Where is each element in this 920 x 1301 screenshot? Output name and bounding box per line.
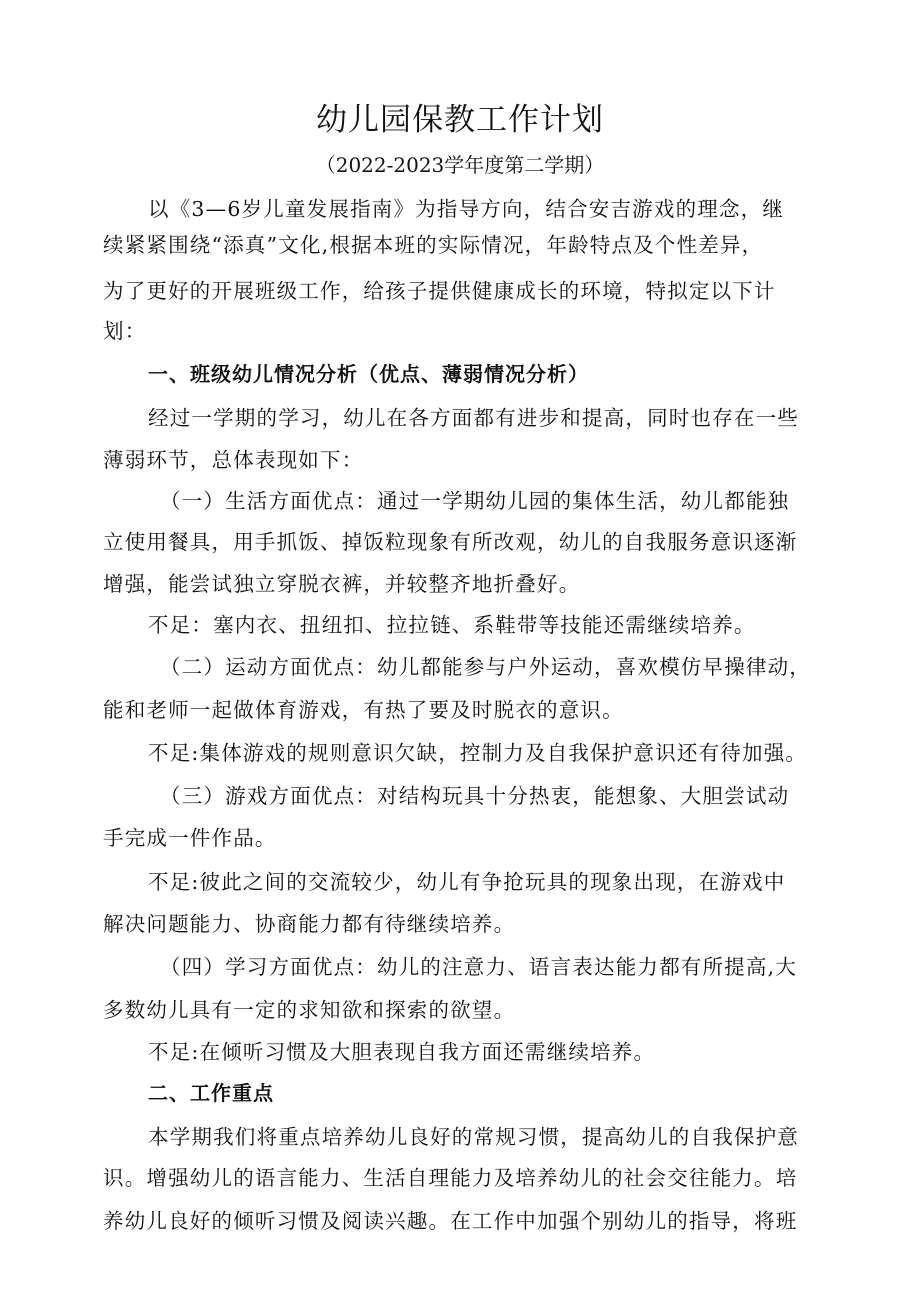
paragraph-line: 识。增强幼儿的语言能力、生活自理能力及培养幼儿的社会交往能力。培 [103,1166,798,1190]
intro-line: 续紧紧围绕“添真”文化,根据本班的实际情况，年龄特点及个性差异， [103,233,764,257]
paragraph-line: 不足：塞内衣、扭纽扣、拉拉链、系鞋带等技能还需继续培养。 [148,613,756,637]
document-subtitle: （2022-2023学年度第二学期） [315,153,605,177]
paragraph-line: 能和老师一起做体育游戏，有热了要及时脱衣的意识。 [103,698,624,722]
paragraph-line: 多数幼儿具有一定的求知欲和探索的欲望。 [103,998,516,1022]
section-heading: 一、班级幼儿情况分析（优点、薄弱情况分析） [148,362,589,386]
paragraph-line: 增强，能尝试独立穿脱衣裤，并较整齐地折叠好。 [103,572,581,596]
paragraph-line: 经过一学期的学习，幼儿在各方面都有进步和提高，同时也存在一些 [148,406,799,430]
paragraph-line: 本学期我们将重点培养幼儿良好的常规习惯，提高幼儿的自我保护意 [148,1125,799,1149]
paragraph-line: 不足:集体游戏的规则意识欠缺，控制力及自我保护意识还有待加强。 [148,741,808,765]
paragraph-line: 立使用餐具，用手抓饭、掉饭粒现象有所改观，幼儿的自我服务意识逐渐 [103,530,798,554]
section-heading: 二、工作重点 [148,1081,274,1105]
paragraph-line: （四）学习方面优点：幼儿的注意力、语言表达能力都有所提高,大 [160,955,798,979]
intro-line: 以《3—6岁儿童发展指南》为指导方向，结合安吉游戏的理念，继 [148,197,785,221]
paragraph-line: 手完成一件作品。 [103,826,277,850]
paragraph-line: （一）生活方面优点：通过一学期幼儿园的集体生活，幼儿都能独 [160,489,790,513]
document-title: 幼儿园保教工作计划 [316,102,604,138]
paragraph-line: 解决问题能力、协商能力都有待继续培养。 [103,912,516,936]
intro-line: 为了更好的开展班级工作，给孩子提供健康成长的环境，特拟定以下计 [103,279,776,303]
paragraph-line: （三）游戏方面优点：对结构玩具十分热衷，能想象、大胆尝试动 [160,784,790,808]
intro-line: 划： [103,319,147,343]
paragraph-line: 不足:彼此之间的交流较少，幼儿有争抢玩具的现象出现，在游戏中 [148,870,786,894]
paragraph-line: 养幼儿良好的倾听习惯及阅读兴趣。在工作中加强个别幼儿的指导，将班 [103,1209,798,1233]
paragraph-line: 不足:在倾听习惯及大胆表现自我方面还需继续培养。 [148,1040,656,1064]
paragraph-line: （二）运动方面优点：幼儿都能参与户外运动，喜欢模仿早操律动， [160,655,811,679]
paragraph-line: 薄弱环节，总体表现如下： [103,448,364,472]
